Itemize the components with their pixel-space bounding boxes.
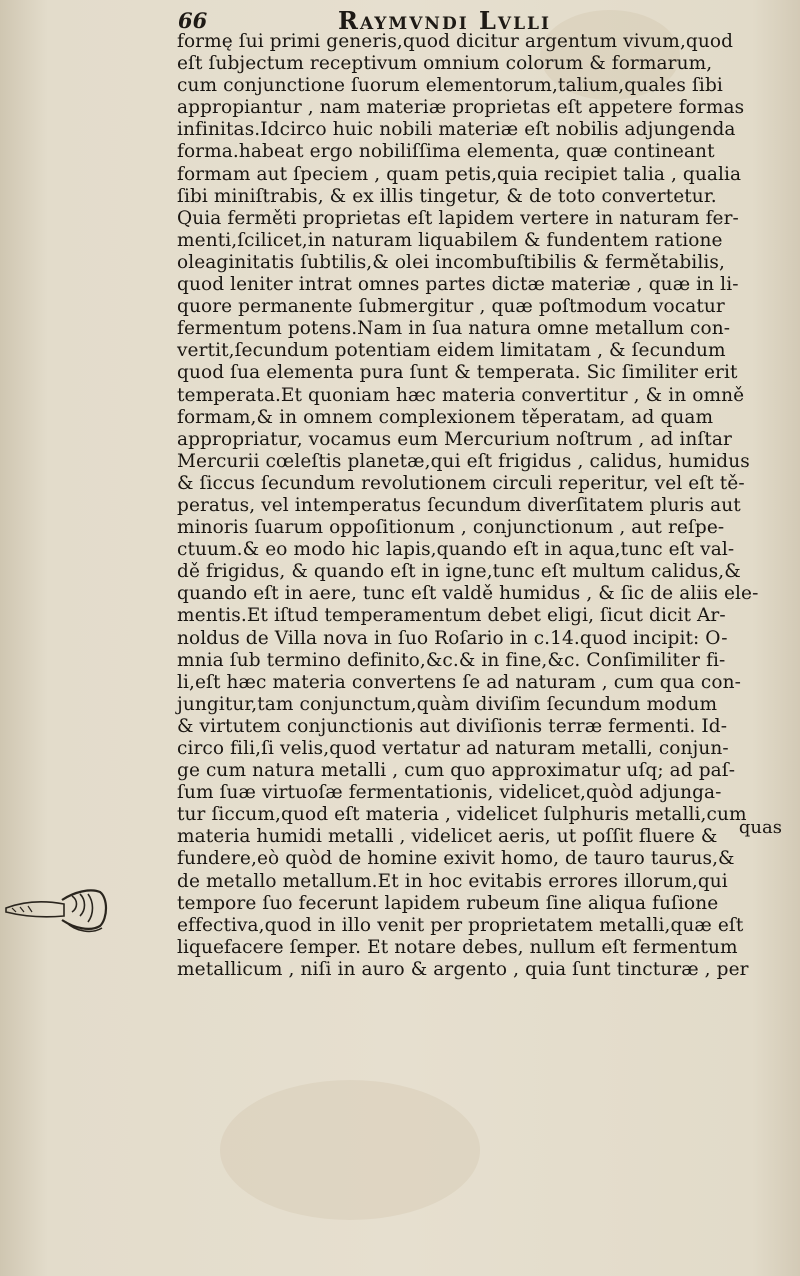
text-line: metallicum , niſi in auro & argento , quia ſunt tincturæ , per <box>177 958 749 980</box>
text-line: fundere,eò quòd de homine exivit homo, de tauro taurus,& <box>177 848 735 870</box>
text-line: liquefacere ſemper. Et notare debes, nullum eſt fermentum <box>177 936 738 958</box>
catchword: quas <box>738 817 782 838</box>
text-line: menti,ſcilicet,in naturam liquabilem & fundentem ratione <box>177 229 723 251</box>
text-line: jungitur,tam conjunctum,quàm diviſim ſecundum modum <box>177 693 718 715</box>
text-line: quore permanente ſubmergitur , quæ poſtmodum vocatur <box>177 296 725 318</box>
text-line: li,eſt hæc materia convertens ſe ad naturam , cum qua con- <box>177 671 741 693</box>
text-line: mnia ſub termino definito,&c.& in fine,&c. Conſimiliter fi- <box>177 649 726 671</box>
text-line: & ſiccus ſecundum revolutionem circuli reperitur, vel eſt tě- <box>177 472 745 494</box>
text-line: ſibi miniſtrabis, & ex illis tingetur, & de toto convertetur. <box>177 185 717 207</box>
text-line: quando eſt in aere, tunc eſt valdě humidus , & ſic de aliis ele- <box>177 583 759 605</box>
text-line: circo fili,ſi velis,quod vertatur ad naturam metalli, conjun- <box>177 738 729 759</box>
page-header <box>178 6 648 35</box>
text-line: de metallo metallum.Et in hoc evitabis errores illorum,qui <box>177 870 728 892</box>
body-text <box>177 31 792 981</box>
page-number: 66 <box>178 8 208 33</box>
text-line: Mercurii cœleſtis planetæ,qui eſt frigidus , calidus, humidus <box>177 450 750 472</box>
text-line: effectiva,quod in illo venit per proprietatem metalli,quæ eſt <box>177 914 744 936</box>
text-line: appropiantur , nam materiæ proprietas eſt appetere formas <box>177 97 745 119</box>
text-line: ctuum.& eo modo hic lapis,quando eſt in aqua,tunc eſt val- <box>177 539 735 561</box>
text-line: materia humidi metalli , videlicet aeris, ut poſſit fluere & <box>177 826 718 848</box>
text-line: cum conjunctione ſuorum elementorum,talium,quales ſibi <box>177 75 723 97</box>
text-line: appropriatur, vocamus eum Mercurium noſtrum , ad inſtar <box>177 428 732 450</box>
text-line: formam aut ſpeciem , quam petis,quia recipiet talia , qualia <box>177 163 742 185</box>
text-line: noldus de Villa nova in ſuo Roſario in c.14.quod incipit: O- <box>177 627 728 649</box>
text-line: dě frigidus, & quando eſt in igne,tunc eſt multum calidus,& <box>177 561 741 583</box>
text-line: infinitas.Idcirco huic nobili materiæ eſt nobilis adjungenda <box>177 119 736 141</box>
text-line: temperata.Et quoniam hæc materia convertitur , & in omně <box>177 384 745 406</box>
text-line: peratus, vel intemperatus ſecundum diverſitatem pluris aut <box>177 494 741 516</box>
running-title: Raymvndi Lvlli <box>338 6 551 35</box>
text-line: formę ſui primi generis,quod dicitur argentum vivum,quod <box>177 31 734 52</box>
text-line: vertit,ſecundum potentiam eidem limitatam , & ſecundum <box>177 340 726 362</box>
text-line: ſum ſuæ virtuoſæ fermentationis, videlicet,quòd adjunga- <box>177 782 722 804</box>
text-line: tur ſiccum,quod eſt materia , videlicet ſulphuris metalli,cum <box>177 804 747 826</box>
text-line: & virtutem conjunctionis aut diviſionis terræ fermenti. Id- <box>177 715 728 737</box>
text-line: oleaginitatis ſubtilis,& olei incombuſtibilis & fermětabilis, <box>177 251 725 273</box>
text-line: quod ſua elementa pura ſunt & temperata. Sic ſimiliter erit <box>177 362 738 384</box>
text-line: Quia ferměti proprietas eſt lapidem vertere in naturam fer- <box>177 207 739 229</box>
text-line: forma.habeat ergo nobiliſſima elementa, quæ contineant <box>177 141 715 163</box>
text-line: ge cum natura metalli , cum quo approximatur uſq; ad paſ- <box>177 760 736 782</box>
text-line: mentis.Et iſtud temperamentum debet eligi, ſicut dicit Ar- <box>177 605 726 627</box>
text-line: tempore ſuo fecerunt lapidem rubeum ſine aliqua fuſione <box>177 892 719 914</box>
manicule-icon <box>2 878 110 940</box>
text-line: formam,& in omnem complexionem těperatam, ad quam <box>177 406 714 428</box>
text-line: fermentum potens.Nam in ſua natura omne metallum con- <box>177 318 731 340</box>
text-line: quod leniter intrat omnes partes dictæ materiæ , quæ in li- <box>177 274 739 296</box>
text-line: minoris ſuarum oppoſitionum , conjunctionum , aut reſpe- <box>177 517 725 539</box>
text-line: eſt ſubjectum receptivum omnium colorum & formarum, <box>177 53 713 75</box>
paper-stain <box>220 1080 480 1220</box>
